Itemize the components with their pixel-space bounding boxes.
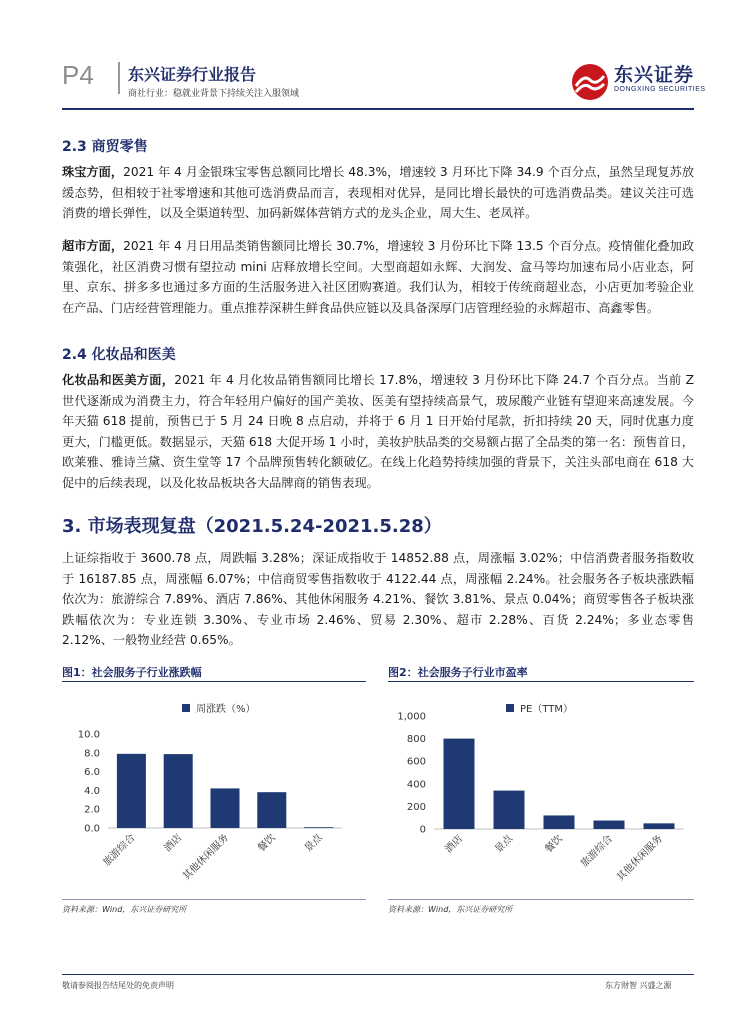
page-number: P4 — [62, 60, 94, 90]
logo-icon — [570, 62, 610, 102]
paragraph-supermarket — [62, 236, 694, 318]
section-heading-market: 3. 市场表现复盘（2021.5.24-2021.5.28） — [62, 516, 442, 537]
x-tick-label: 旅游综合 — [101, 832, 138, 869]
x-tick-label: 其他休闲服务 — [180, 832, 232, 883]
figure2-chart — [388, 686, 694, 898]
bar-景点 — [304, 827, 333, 828]
header-rule — [62, 108, 694, 110]
bar-其他休闲服务 — [644, 823, 675, 829]
figure1-title: 图1：社会服务子行业涨跌幅 — [62, 666, 202, 679]
y-tick-label: 4.0 — [84, 785, 100, 797]
section-heading-retail: 2.3 商贸零售 — [62, 139, 148, 155]
figure1-chart — [62, 686, 366, 898]
logo-text: 东兴证券 — [614, 64, 695, 86]
x-tick-label: 餐饮 — [543, 833, 566, 856]
legend-swatch — [506, 704, 514, 712]
y-tick-label: 200 — [406, 801, 426, 813]
section-heading-cosmetics: 2.4 化妆品和医美 — [62, 347, 176, 363]
bar-旅游综合 — [594, 821, 625, 829]
y-tick-label: 8.0 — [84, 748, 100, 760]
x-tick-label: 酒店 — [162, 832, 185, 855]
report-title: 东兴证券行业报告 — [128, 65, 257, 84]
bar-景点 — [494, 791, 525, 829]
bar-酒店 — [444, 739, 475, 829]
y-tick-label: 0 — [419, 824, 426, 836]
paragraph-body: 2021 年 4 月化妆品销售额同比增长 17.8%，增速较 3 月份环比下降 24.7 个百分点。当前 Z 世代逐渐成为消费主力，符合年轻用户偏好的国产美妆、医美有望持续高景气，玻尿酸产业链有望迎来高速发展。今年天猫 618 提前，预售已于 5 月 24 日晚 8 点启动，并将于 6 月 1 日开始付尾款，折扣持续 20 天，同时优惠力度更大，门槛更低。数据显示，天猫 618 大促开场 1 小时，美妆护肤品类的交易额占据了全品类的第一名：预售首日，欧莱雅、雅诗兰黛、资生堂等 17 个品牌预售转化额破亿。在线上化趋势持续加强的背景下，关注头部电商在 618 大促中的后续表现，以及化妆品板块各大品牌商的销售表现。 — [62, 373, 695, 490]
report-subtitle: 商社行业：稳就业背景下持续关注入服领域 — [128, 89, 300, 99]
y-tick-label: 400 — [406, 779, 426, 791]
footer-rule — [62, 974, 694, 975]
paragraph-lead: 超市方面， — [62, 239, 124, 253]
paragraph-lead: 珠宝方面， — [62, 165, 124, 179]
x-tick-label: 其他休闲服务 — [614, 833, 666, 884]
bar-餐饮 — [544, 815, 575, 829]
logo-english: DONGXING SECURITIES — [614, 86, 706, 93]
legend-label: PE（TTM） — [520, 704, 574, 715]
figure2-bottom-rule — [388, 899, 694, 900]
y-tick-label: 2.0 — [84, 804, 100, 816]
y-tick-label: 6.0 — [84, 767, 100, 779]
y-tick-label: 1,000 — [397, 711, 426, 723]
footer-disclaimer: 敬请参阅报告结尾处的免责声明 — [62, 981, 174, 990]
header-divider — [118, 62, 120, 94]
legend-label: 周涨跌（%） — [196, 704, 256, 715]
bar-酒店 — [164, 754, 193, 828]
figure1-bottom-rule — [62, 899, 366, 900]
figure1-source: 资料来源：Wind，东兴证券研究所 — [62, 905, 187, 914]
x-tick-label: 酒店 — [443, 833, 466, 856]
figure2-source: 资料来源：Wind，东兴证券研究所 — [388, 905, 513, 914]
x-tick-label: 餐饮 — [256, 832, 278, 855]
y-tick-label: 600 — [406, 756, 426, 768]
paragraph-body: 2021 年 4 月日用品类销售额同比增长 30.7%，增速较 3 月份环比下降 13.5 个百分点。疫情催化叠加政策强化，社区消费习惯有望拉动 mini 店释放增长空间。大型商超如永辉、大润发、盒马等均加速布局小店业态，阿里、京东、拼多多也通过多方面的生活服务进入社区团购赛道。我们认为，相较于传统商超业态，小店更加考验企业在产品、门店经营管理能力。重点推荐深耕生鲜食品供应链以及具备深厚门店管理经验的永辉超市、高鑫零售。 — [62, 239, 695, 315]
page-header — [0, 0, 755, 110]
figure2-top-rule — [388, 681, 694, 682]
paragraph-market: 上证综指收于 3600.78 点，周跌幅 3.28%；深证成指收于 14852.88 点，周涨幅 3.02%；中信消费者服务指数收于 16187.85 点，周涨幅 6.07%；中信商贸零售指数收于 4122.44 点，周涨幅 2.24%。社会服务各子板块涨跌幅依次为：旅游综合 7.89%、酒店 7.86%、其他休闲服务 4.21%、餐饮 3.81%、景点 0.04%；商贸零售各子板块涨跌幅依次为：专业连锁 3.30%、专业市场 2.46%、贸易 2.30%、超市 2.28%、百货 2.24%；多业态零售 2.12%、一般物业经营 0.65%。 — [62, 551, 694, 647]
x-tick-label: 旅游综合 — [579, 833, 616, 870]
figure1-top-rule — [62, 681, 366, 682]
figure2-title: 图2：社会服务子行业市盈率 — [388, 666, 528, 679]
y-tick-label: 0.0 — [84, 823, 100, 835]
x-tick-label: 景点 — [493, 833, 516, 856]
paragraph-lead: 化妆品和医美方面， — [62, 373, 175, 387]
legend-swatch — [182, 704, 190, 712]
y-tick-label: 800 — [406, 734, 426, 746]
paragraph-jewelry — [62, 162, 694, 224]
bar-其他休闲服务 — [210, 788, 239, 828]
paragraph-cosmetics — [62, 370, 694, 493]
x-tick-label: 景点 — [302, 832, 325, 855]
bar-餐饮 — [257, 792, 286, 828]
footer-slogan: 东方财智 兴盛之源 — [605, 981, 672, 990]
company-logo — [570, 58, 710, 104]
paragraph-body: 2021 年 4 月金银珠宝零售总额同比增长 48.3%，增速较 3 月环比下降 34.9 个百分点，虽然呈现复苏放缓态势，但相较于社零增速和其他可选消费品而言，表现相对优异，是同比增长最快的可选消费品类。建议关注可选消费的增长弹性，以及全渠道转型、加码新媒体营销方式的龙头企业，周大生、老凤祥。 — [62, 165, 695, 220]
bar-旅游综合 — [117, 754, 146, 828]
y-tick-label: 10.0 — [77, 729, 100, 741]
